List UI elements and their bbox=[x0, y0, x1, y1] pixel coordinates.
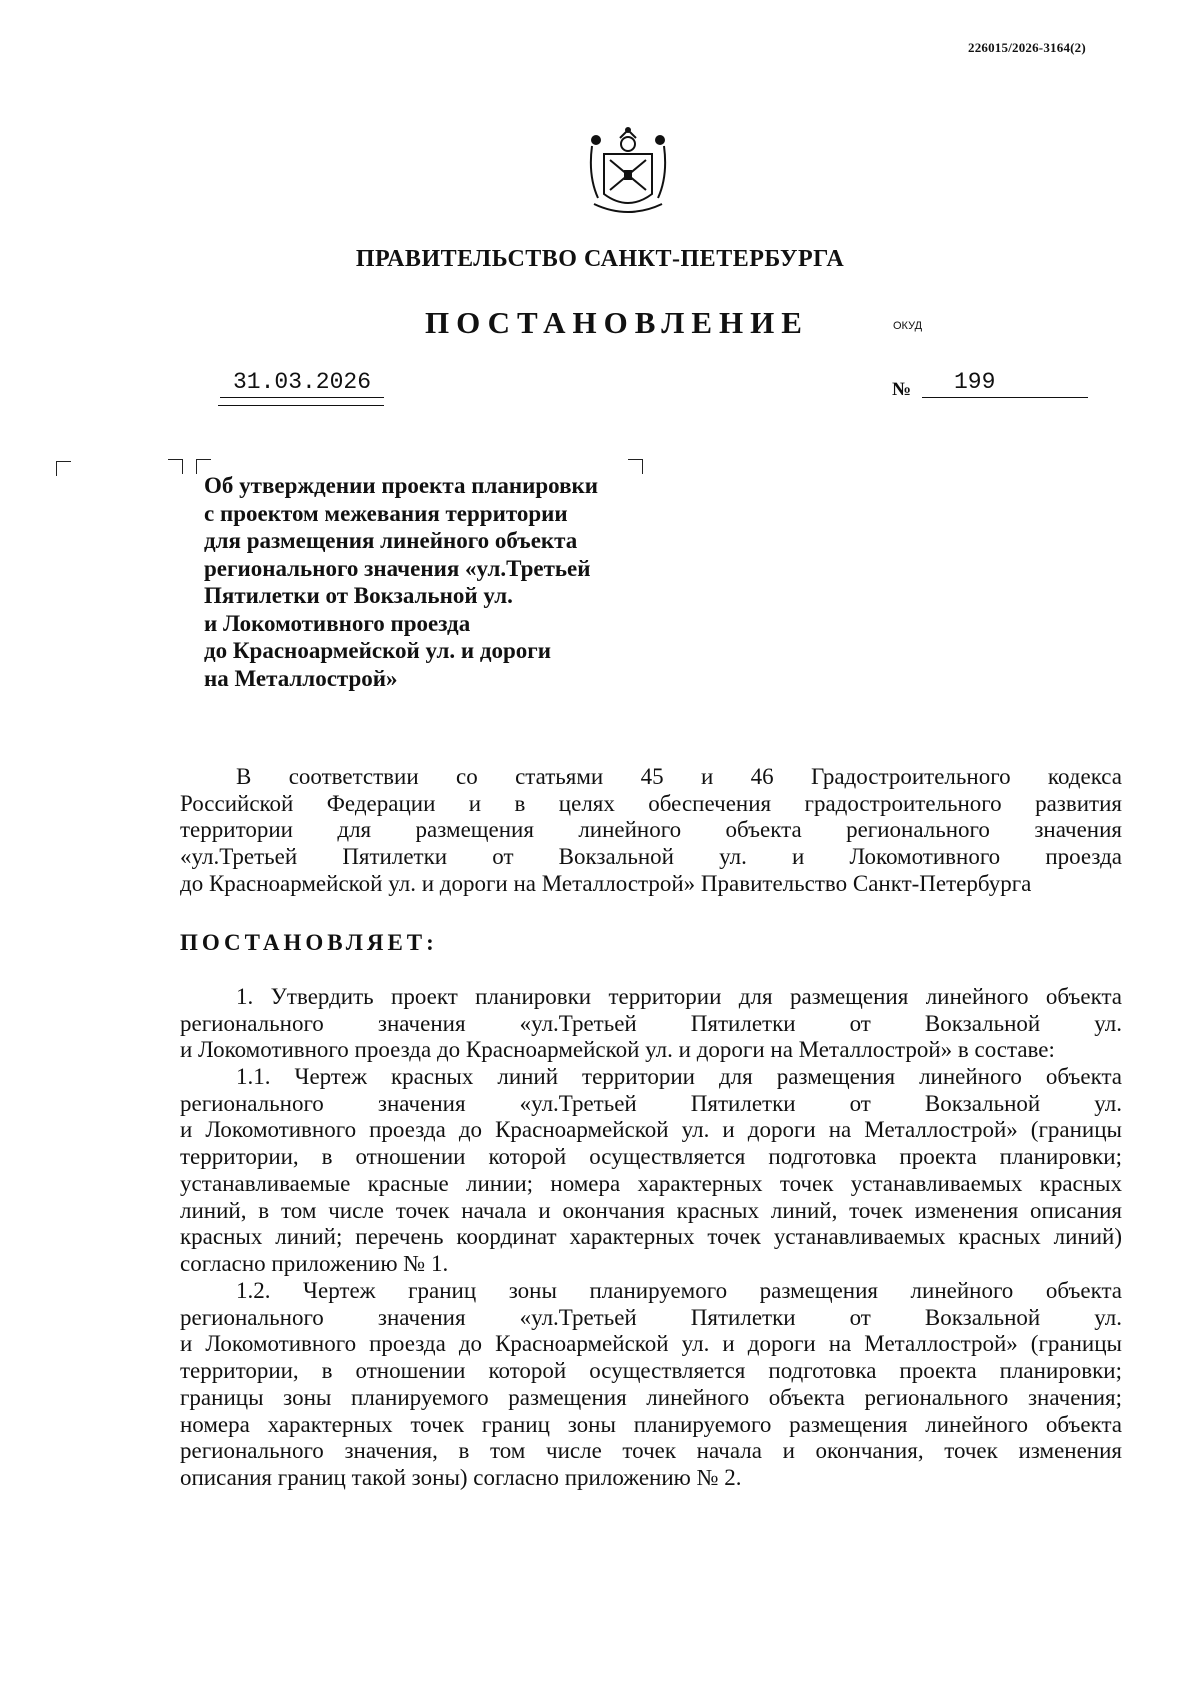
text-line: границы зоны планируемого размещения линейного объекта регионального значения; bbox=[180, 1384, 1122, 1410]
text-line: и Локомотивного проезда до Красноармейской ул. и дороги на Металлострой» (границы bbox=[180, 1331, 1122, 1357]
preamble-paragraph bbox=[180, 764, 1122, 898]
resolves-heading: ПОСТАНОВЛЯЕТ: bbox=[180, 930, 438, 955]
text-line: регионального значения «ул.Третьей Пятилетки от Вокзальной ул. bbox=[180, 1304, 1122, 1330]
document-number-field: 199 bbox=[922, 369, 1088, 398]
text-line: регионального значения, в том числе точек начала и окончания, точек изменения bbox=[180, 1438, 1122, 1464]
title-line: на Металлострой» bbox=[204, 665, 398, 691]
text-line: территории для размещения линейного объекта регионального значения bbox=[180, 817, 1122, 843]
text-line: до Красноармейской ул. и дороги на Металлострой» Правительство Санкт-Петербурга bbox=[180, 870, 1032, 896]
text-line: В соответствии со статьями 45 и 46 Градостроительного кодекса bbox=[236, 764, 1122, 789]
text-line: устанавливаемые красные линии; номера характерных точек устанавливаемых красных bbox=[180, 1170, 1122, 1196]
title-line: до Красноармейской ул. и дороги bbox=[204, 638, 551, 663]
text-line: Российской Федерации и в целях обеспечения градостроительного развития bbox=[180, 790, 1122, 816]
text-line: описания границ такой зоны) согласно приложению № 2. bbox=[180, 1464, 742, 1490]
title-line: для размещения линейного объекта bbox=[204, 528, 578, 553]
text-line: согласно приложению № 1. bbox=[180, 1250, 449, 1276]
date-underline bbox=[218, 405, 384, 406]
text-line: регионального значения «ул.Третьей Пятилетки от Вокзальной ул. bbox=[180, 1090, 1122, 1116]
text-line: территории, в отношении которой осуществляется подготовка проекта планировки; bbox=[180, 1144, 1122, 1170]
text-line: регионального значения «ул.Третьей Пятилетки от Вокзальной ул. bbox=[180, 1010, 1122, 1036]
text-line: «ул.Третьей Пятилетки от Вокзальной ул. и Локомотивного проезда bbox=[180, 844, 1122, 870]
item-1-1 bbox=[180, 1064, 1122, 1278]
okud-label: ОКУД bbox=[893, 320, 923, 332]
title-line: регионального значения «ул.Третьей bbox=[204, 555, 591, 581]
corner-mark bbox=[56, 461, 71, 476]
saint-petersburg-coat-of-arms-icon bbox=[586, 124, 670, 224]
text-line: и Локомотивного проезда до Красноармейской ул. и дороги на Металлострой» (границы bbox=[180, 1117, 1122, 1143]
text-line: 1.2. Чертеж границ зоны планируемого размещения линейного объекта bbox=[236, 1278, 1122, 1303]
title-line: с проектом межевания территории bbox=[204, 500, 568, 526]
document-date: 31.03.2026 bbox=[220, 369, 384, 398]
government-name: ПРАВИТЕЛЬСТВО САНКТ-ПЕТЕРБУРГА bbox=[355, 246, 845, 272]
item-1 bbox=[180, 984, 1122, 1064]
resolution-title bbox=[204, 472, 644, 692]
text-line: номера характерных точек границ зоны планируемого размещения линейного объекта bbox=[180, 1411, 1122, 1437]
title-line: Пятилетки от Вокзальной ул. bbox=[204, 583, 513, 608]
text-line: территории, в отношении которой осуществляется подготовка проекта планировки; bbox=[180, 1358, 1122, 1384]
item-1-2 bbox=[180, 1278, 1122, 1492]
document-type: ПОСТАНОВЛЕНИЕ bbox=[425, 305, 809, 340]
text-line: линий, в том числе точек начала и окончания красных линий, точек изменения описания bbox=[180, 1197, 1122, 1223]
corner-mark bbox=[168, 459, 183, 474]
text-line: 1.1. Чертеж красных линий территории для размещения линейного объекта bbox=[236, 1064, 1122, 1089]
text-line: красных линий; перечень координат характерных точек устанавливаемых красных линий) bbox=[180, 1224, 1122, 1250]
number-sign: № bbox=[892, 379, 912, 400]
text-line: и Локомотивного проезда до Красноармейской ул. и дороги на Металлострой» в составе: bbox=[180, 1037, 1055, 1063]
title-line: Об утверждении проекта планировки bbox=[204, 473, 599, 498]
title-line: и Локомотивного проезда bbox=[204, 610, 471, 636]
text-line: 1. Утвердить проект планировки территории для размещения линейного объекта bbox=[236, 984, 1122, 1009]
document-number: 226015/2026-3164(2) bbox=[968, 40, 1086, 55]
